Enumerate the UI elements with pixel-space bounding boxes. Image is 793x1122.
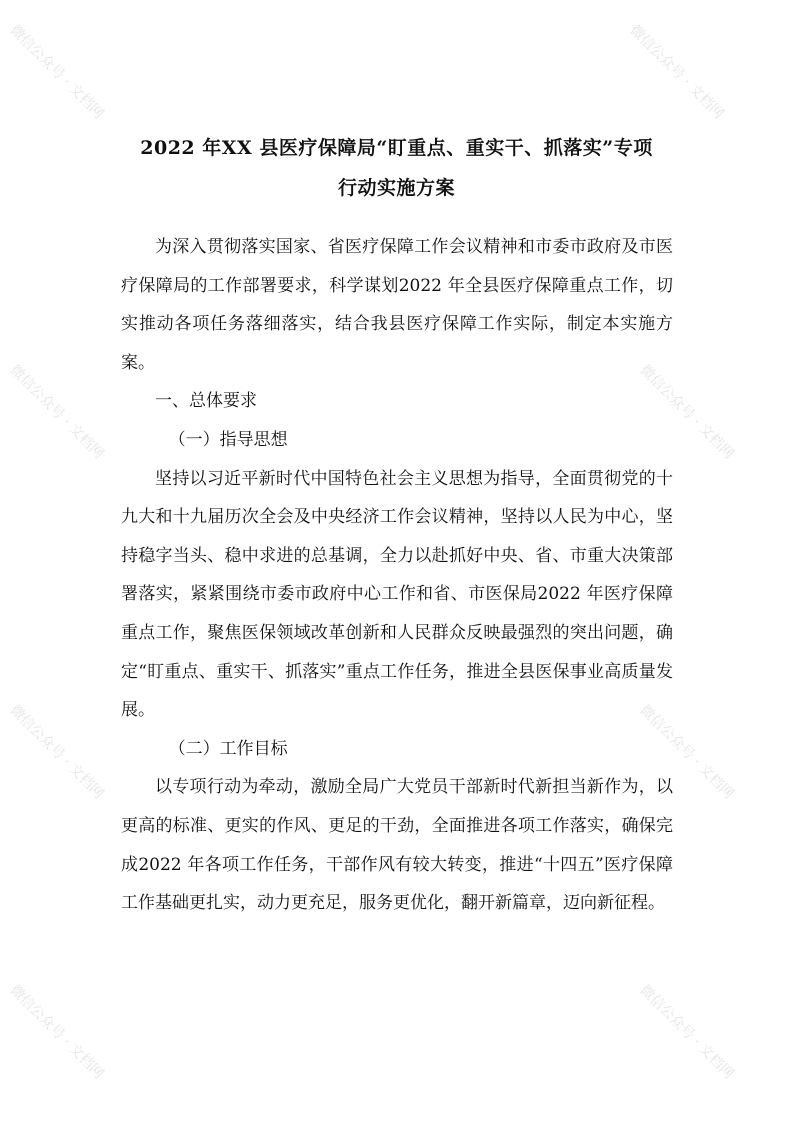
section-heading: 一、总体要求 [155, 391, 257, 412]
title-line-1: 2022 年XX 县医疗保障局“盯重点、重实干、抓落实”专项 [140, 137, 653, 159]
intro-paragraph: 为深入贯彻落实国家、省医疗保障工作会议精神和市委市政府及市医疗保障局的工作部署要求，科学谋划2022 年全县医疗保障重点工作，切实推动各项任务落细落实，结合我县医疗保障工作实际，制定本实施方案。 [121, 237, 673, 373]
watermark: 微信公众号 · 文档网 [6, 362, 107, 463]
subsection-heading: （一）指导思想 [168, 429, 288, 450]
watermark: 微信公众号 · 文档网 [626, 22, 727, 123]
watermark: 微信公众号 · 文档网 [6, 982, 107, 1083]
title-line-2: 行动实施方案 [337, 177, 455, 199]
work-goals-paragraph: 以专项行动为牵动，激励全局广大党员干部新时代新担当新作为，以更高的标准、更实的作风、更足的干劲，全面推进各项工作落实，确保完成2022 年各项工作任务，干部作风有较大转变，推进“十四五”医疗保障工作基础更扎实，动力更充足，服务更优化，翻开新篇章，迈向新征程。 [121, 777, 673, 914]
watermark: 微信公众号 · 文档网 [6, 702, 107, 803]
document-title [100, 128, 693, 208]
watermark: 微信公众号 · 文档网 [6, 22, 107, 123]
document-body [121, 228, 673, 923]
watermark: 微信公众号 · 文档网 [636, 702, 737, 803]
watermark: 微信公众号 · 文档网 [636, 362, 737, 463]
subsection-heading: （二）工作目标 [168, 738, 288, 759]
guiding-ideology-paragraph: 坚持以习近平新时代中国特色社会主义思想为指导，全面贯彻党的十九大和十九届历次全会及中央经济工作会议精神，坚持以人民为中心，坚持稳字当头、稳中求进的总基调，全力以赴抓好中央、省、市重大决策部署落实，紧紧围绕市委市政府中心工作和省、市医保局2022 年医疗保障重点工作，聚焦医保领域改革创新和人民群众反映最强烈的突出问题，确定“盯重点、重实干、抓落实”重点工作任务，推进全县医保事业高质量发展。 [121, 468, 673, 721]
watermark: 微信公众号 · 文档网 [636, 982, 737, 1083]
